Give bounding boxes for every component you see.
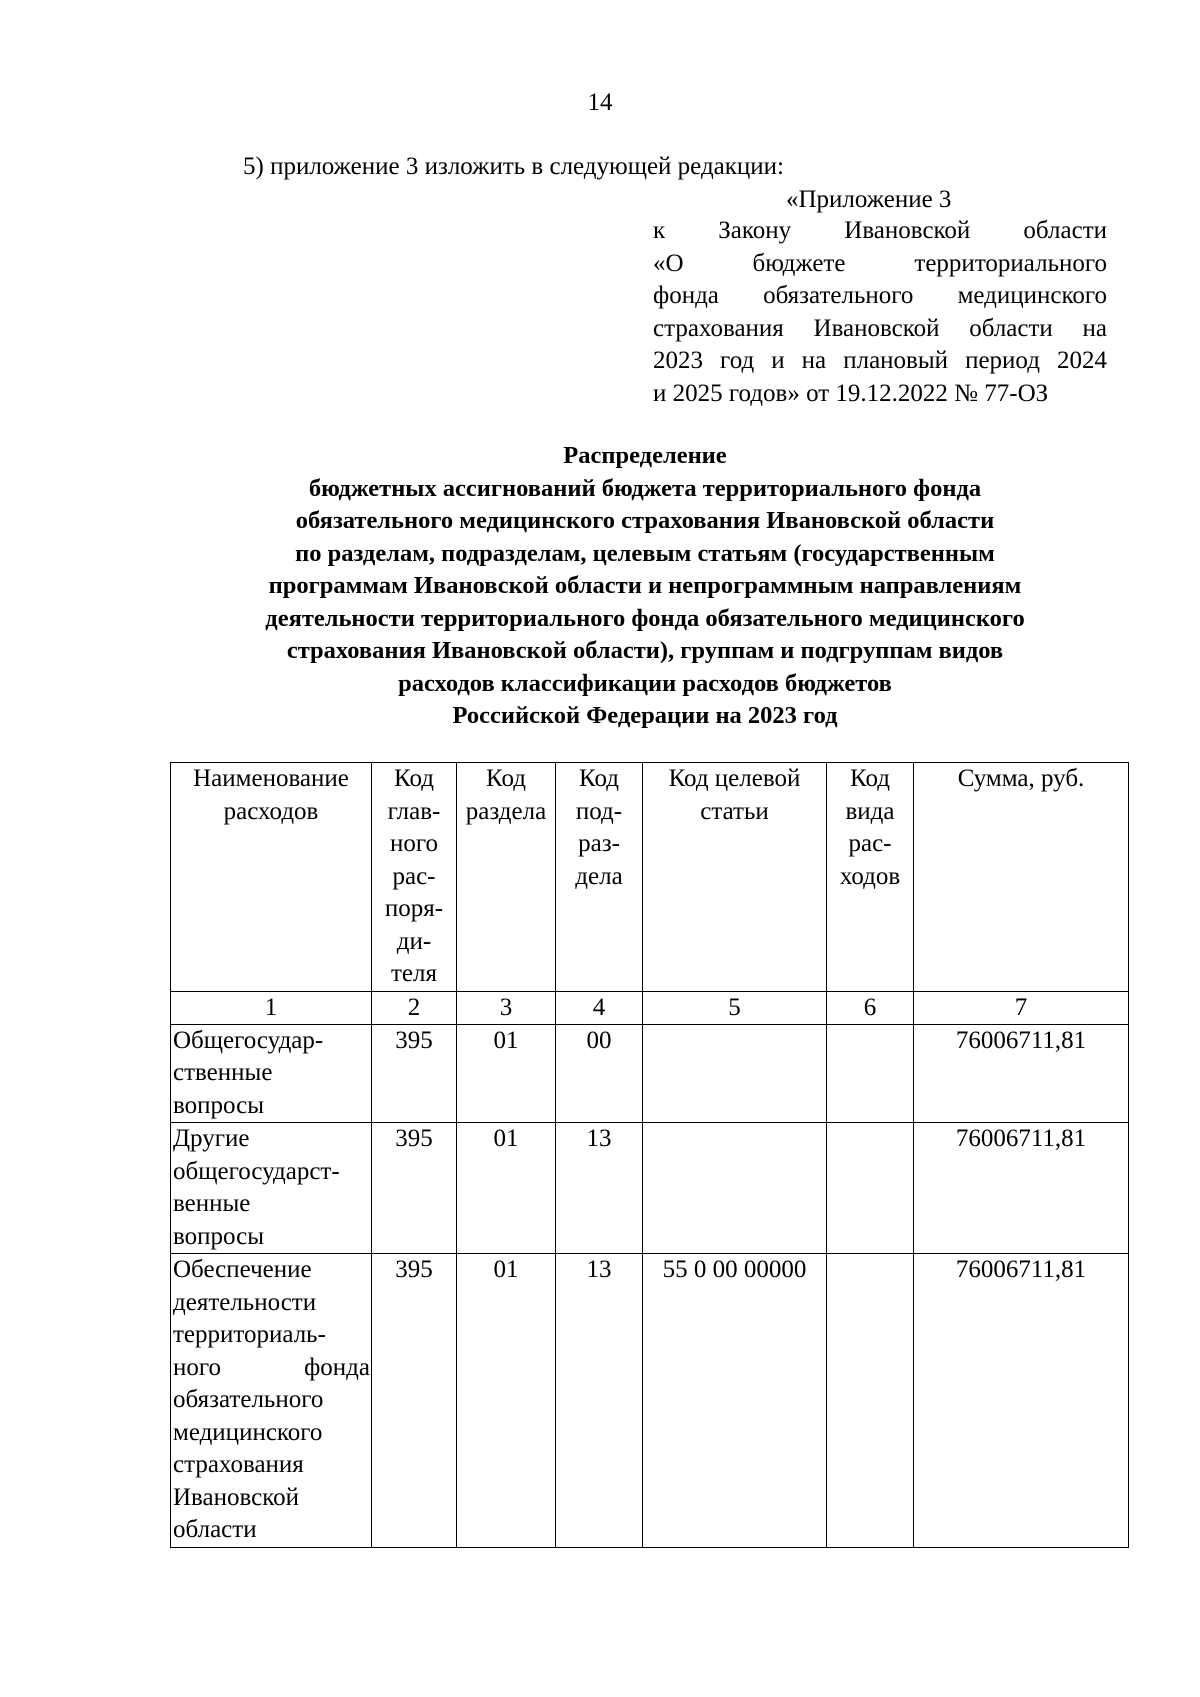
appendix-ref-line: страхования Ивановской области на [653, 314, 1107, 342]
header-line: раздела [465, 797, 547, 825]
column-number: 4 [556, 991, 643, 1024]
row-grbs: 395 [372, 1254, 457, 1548]
header-line: глав- [387, 797, 441, 825]
appendix-ref-line: 2023 год и на плановый период 2024 [653, 347, 1107, 374]
header-line: ного [389, 830, 438, 857]
page-number: 14 [587, 89, 613, 116]
column-number: 1 [171, 991, 372, 1024]
header-line: ходов [839, 862, 901, 890]
row-name [171, 1254, 372, 1548]
appendix-ref-line: к Закону Ивановской области [653, 217, 1107, 244]
header-line: дела [575, 862, 623, 890]
header-line: Сумма, руб. [957, 765, 1085, 792]
header-line: вида [845, 797, 895, 825]
header-line: Код [850, 765, 890, 792]
row-section: 01 [457, 1024, 556, 1123]
header-target-code [643, 763, 827, 992]
header-line: раз- [578, 830, 620, 857]
header-line: поря- [384, 895, 444, 922]
column-number: 7 [914, 991, 1129, 1024]
header-line: ди- [396, 927, 432, 955]
row-name-line: обязательного [173, 1386, 324, 1413]
row-expense-type [827, 1024, 914, 1123]
heading-line: страхования Ивановской области), группам и подгруппам видов [286, 637, 1004, 664]
column-number-row [171, 991, 1129, 1024]
row-name-line: Обеспечение [173, 1256, 312, 1283]
header-expense-type-code [827, 763, 914, 992]
row-sum: 76006711,81 [914, 1254, 1129, 1548]
heading-line: бюджетных ассигнований бюджета территориального фонда [308, 474, 982, 502]
row-name-line: территориаль- [173, 1321, 326, 1348]
header-line: статьи [700, 797, 769, 825]
row-name-line: вопросы [173, 1222, 265, 1250]
header-sum [914, 763, 1129, 992]
row-sum: 76006711,81 [914, 1024, 1129, 1123]
column-number: 3 [457, 991, 556, 1024]
row-target [643, 1024, 827, 1123]
heading-line: Распределение [563, 442, 727, 469]
appendix-ref-line: «О бюджете территориального [653, 249, 1107, 277]
table-row [171, 1024, 1129, 1123]
row-name-line: общегосударст- [173, 1157, 340, 1185]
header-grbs-code [372, 763, 457, 992]
heading-line: Российской Федерации на 2023 год [452, 702, 838, 729]
row-section: 01 [457, 1123, 556, 1254]
row-grbs: 395 [372, 1024, 457, 1123]
heading-line: деятельности территориального фонда обязательного медицинского [265, 604, 1025, 632]
heading-line: расходов классификации расходов бюджетов [398, 669, 892, 697]
header-line: Наименование [193, 765, 349, 792]
row-name-line: венные [173, 1190, 251, 1217]
document-heading [0, 440, 1200, 733]
column-number: 5 [643, 991, 827, 1024]
heading-line: обязательного медицинского страхования Ивановской области [295, 507, 995, 534]
intro-paragraph: 5) приложение 3 изложить в следующей редакции: [243, 153, 784, 180]
row-expense-type [827, 1254, 914, 1548]
header-line: теля [391, 960, 437, 987]
header-subsection-code [556, 763, 643, 992]
row-target: 55 0 00 00000 [643, 1254, 827, 1548]
appendix-ref-line: и 2025 годов» от 19.12.2022 № 77-ОЗ [653, 379, 1049, 407]
header-line: рас- [392, 862, 436, 890]
appendix-ref-line: фонда обязательного медицинского [653, 282, 1107, 309]
row-name-line: Ивановской [173, 1483, 300, 1511]
row-subsection: 13 [556, 1123, 643, 1254]
row-target [643, 1123, 827, 1254]
row-name-line: Другие [173, 1125, 250, 1152]
row-name-line: ного фонда [173, 1353, 370, 1381]
row-name-line: области [173, 1516, 257, 1543]
row-name [171, 1123, 372, 1254]
header-line: Код целевой [668, 765, 801, 792]
column-number: 2 [372, 991, 457, 1024]
budget-allocation-table [170, 762, 1129, 1548]
header-line: расходов [223, 797, 319, 825]
table-header-row [171, 763, 1129, 992]
header-line: Код [486, 765, 526, 792]
row-expense-type [827, 1123, 914, 1254]
appendix-reference [653, 215, 1107, 410]
row-subsection: 00 [556, 1024, 643, 1123]
row-name [171, 1024, 372, 1123]
table-row [171, 1123, 1129, 1254]
header-name [171, 763, 372, 992]
row-name-line: страхования [173, 1451, 304, 1478]
appendix-title: «Приложение 3 [786, 186, 952, 213]
heading-line: по разделам, подразделам, целевым статьям (государственным [295, 539, 995, 567]
row-sum: 76006711,81 [914, 1123, 1129, 1254]
header-line: рас- [848, 830, 892, 857]
row-grbs: 395 [372, 1123, 457, 1254]
row-name-line: Общегосудар- [173, 1026, 324, 1054]
header-line: Код [394, 765, 434, 792]
row-name-line: вопросы [173, 1091, 265, 1119]
row-name-line: деятельности [173, 1288, 317, 1316]
row-name-line: медицинского [173, 1418, 323, 1446]
row-section: 01 [457, 1254, 556, 1548]
header-line: Код [579, 765, 619, 792]
row-subsection: 13 [556, 1254, 643, 1548]
header-line: под- [575, 797, 623, 825]
column-number: 6 [827, 991, 914, 1024]
heading-line: программам Ивановской области и непрограммным направлениям [268, 572, 1022, 599]
table-row [171, 1254, 1129, 1548]
header-section-code [457, 763, 556, 992]
row-name-line: ственные [173, 1059, 273, 1086]
